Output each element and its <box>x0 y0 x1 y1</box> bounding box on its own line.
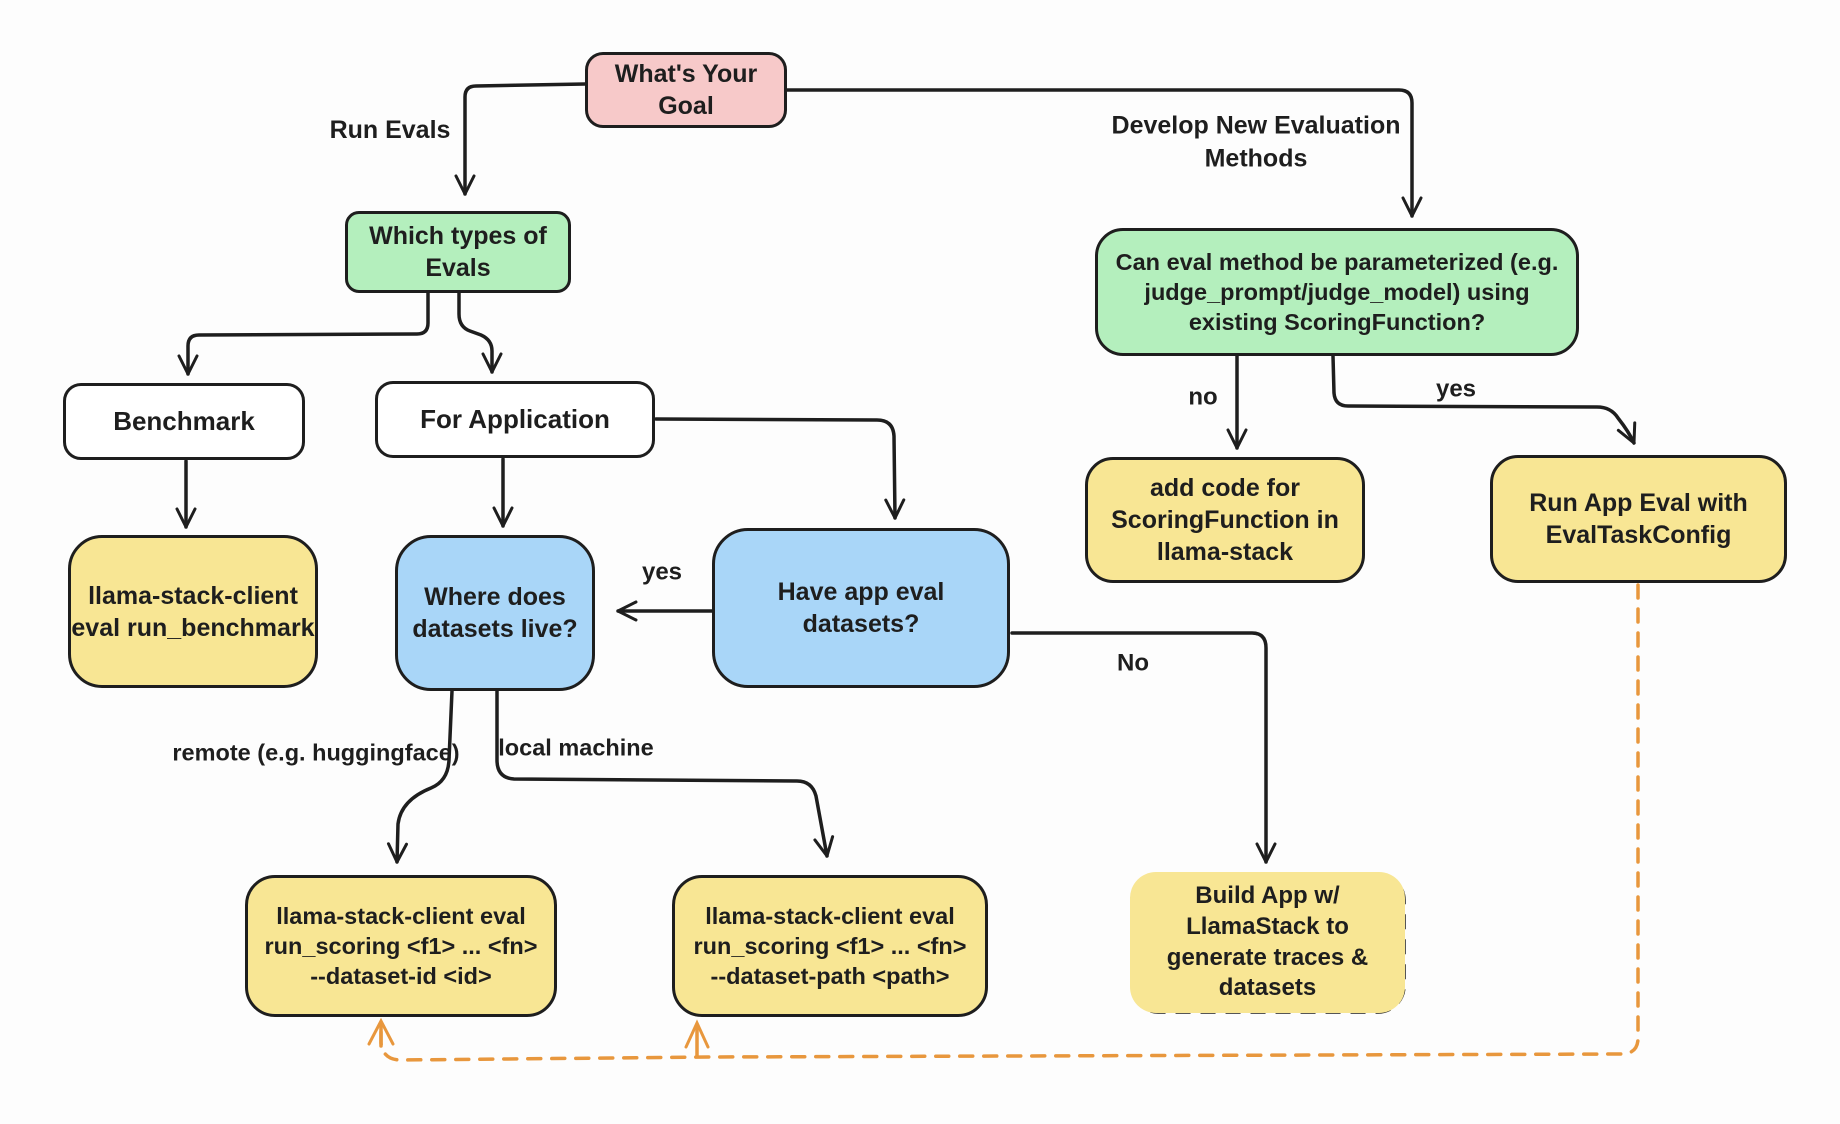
node-text-line: For Application <box>420 403 610 434</box>
node-text-line: llama-stack-client eval <box>705 902 955 929</box>
node-text-line: run_scoring <f1> ... <fn> <box>693 932 967 959</box>
feedback-arrowhead-left <box>369 1021 393 1044</box>
edge-where-datasets-to-run-scoring-path-local <box>497 691 827 856</box>
node-text-line: Evals <box>425 254 491 282</box>
node-text-line: generate traces & <box>1166 943 1369 971</box>
node-text-line: eval run_benchmark <box>71 613 315 642</box>
node-text-line: Where does <box>424 583 566 611</box>
node-have-app-eval-datasets <box>712 528 1010 688</box>
node-text-line: --dataset-id <id> <box>310 963 492 990</box>
node-run-scoring-dataset-path <box>672 875 988 1017</box>
node-build-app-with-llamastack <box>1130 872 1405 1013</box>
edge-label-develop-new-evaluation-methods <box>1112 110 1401 175</box>
node-text-line: add code for <box>1149 474 1300 502</box>
node-text-line: What's Your <box>614 60 758 88</box>
node-text-line: Which types of <box>369 222 547 250</box>
node-run-scoring-dataset-id <box>245 875 557 1017</box>
node-text-line: --dataset-path <path> <box>710 963 950 990</box>
edge-label-yes-mid: yes <box>641 558 683 586</box>
node-text-line: run_scoring <f1> ... <fn> <box>264 932 538 959</box>
node-text-line: llama-stack-client <box>88 581 298 610</box>
edge-for-application-to-have-app-eval <box>656 419 895 518</box>
edge-label-local-machine: local machine <box>498 734 654 761</box>
node-text-line: llama-stack <box>1156 538 1294 566</box>
edge-label-line: Methods <box>1204 144 1308 172</box>
edge-label-remote-huggingface: remote (e.g. huggingface) <box>172 739 460 766</box>
edge-which-types-to-benchmark <box>188 293 428 374</box>
edge-label-no-capital: No <box>1117 649 1149 677</box>
node-text-line: Benchmark <box>113 405 255 436</box>
node-text-line: Run App Eval with <box>1529 489 1748 517</box>
edge-where-datasets-to-run-scoring-id-remote <box>397 691 452 862</box>
node-text-line: Have app eval <box>777 578 945 606</box>
edge-which-types-to-for-application <box>459 293 492 372</box>
node-text-line: judge_prompt/judge_model) using <box>1144 278 1530 305</box>
node-whats-your-goal <box>585 52 787 128</box>
edge-label-run-evals: Run Evals <box>329 115 451 144</box>
node-run-app-eval-evaltaskconfig <box>1490 455 1787 583</box>
edge-label-yes-right: yes <box>1435 375 1477 403</box>
edge-label-line: Develop New Evaluation <box>1111 111 1401 140</box>
node-add-code-for-scoringfunction <box>1085 457 1365 583</box>
edge-can-eval-to-run-app-eval-yes <box>1333 356 1634 443</box>
feedback-arrowhead-mid <box>686 1023 708 1047</box>
node-text-line: LlamaStack to <box>1186 912 1349 940</box>
node-can-eval-method-be-parameterized <box>1095 228 1579 356</box>
node-text-line: Build App w/ <box>1195 882 1340 910</box>
node-text-line: llama-stack-client eval <box>276 902 526 929</box>
node-text-line: EvalTaskConfig <box>1545 521 1732 549</box>
node-eval-run-benchmark <box>68 535 318 688</box>
node-for-application <box>375 381 655 458</box>
node-text-line: Goal <box>658 92 714 120</box>
node-where-does-datasets-live <box>395 535 595 691</box>
node-text-line: datasets <box>1218 974 1317 1002</box>
node-benchmark <box>63 383 305 460</box>
node-which-types-of-evals <box>345 211 571 293</box>
node-text-line: existing ScoringFunction? <box>1188 309 1486 336</box>
node-text-line: ScoringFunction in <box>1111 506 1339 534</box>
edge-label-no: no <box>1188 383 1218 411</box>
node-text-line: datasets? <box>802 610 920 638</box>
node-text-line: Can eval method be parameterized (e.g. <box>1115 248 1559 275</box>
node-text-line: datasets live? <box>412 615 578 643</box>
edge-goal-to-which-types <box>465 84 585 194</box>
